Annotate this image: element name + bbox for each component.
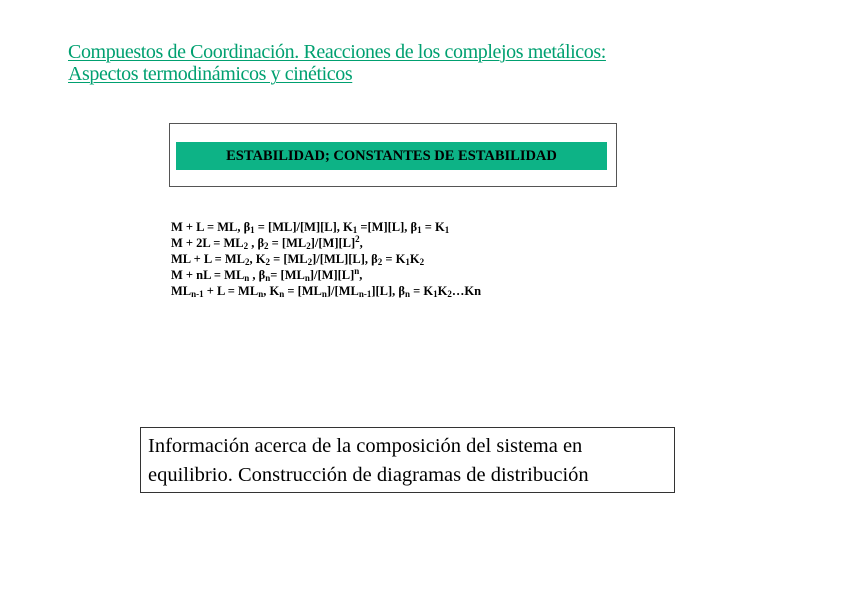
equations-block <box>171 219 481 299</box>
stability-heading: ESTABILIDAD; CONSTANTES DE ESTABILIDAD <box>176 142 607 170</box>
title-line-1: Compuestos de Coordinación. Reacciones de los complejos metálicos: <box>68 41 606 63</box>
equation-5: $ML_{n-1} + L = ML_n$, $K_n = [ML_n]/[ML_{n-1}][L]$, $\beta_n$ = $K_1K_2\dots Kn$ <box>171 284 482 299</box>
equation-3: ML + $L = ML_2$, $K_2 = [ML_2]/[ML][L]$, $\beta_2 = K_1K_2$ <box>171 252 425 267</box>
title-line-2: Aspectos termodinámicos y cinéticos <box>68 63 353 85</box>
equation-2: $M + 2L = ML_2$ , $\beta_2 = [ML_2]/[M][L]^2$, <box>171 234 363 251</box>
equation-1: M + L = ML, $\beta_1 = [ML]/[M][L]$, $K_1 =[M][L]$, $\beta_1 = K_1$ <box>171 220 450 235</box>
info-line-1: Información acerca de la composición del sistema en <box>148 435 583 457</box>
page-title <box>68 41 606 85</box>
equation-4: M + nL = $ML_n$ , $\beta_n= [ML_n]/[M][L]^n$, <box>171 266 363 283</box>
info-line-2: equilibrio. Construcción de diagramas de distribución <box>148 464 589 486</box>
info-box <box>140 427 675 493</box>
